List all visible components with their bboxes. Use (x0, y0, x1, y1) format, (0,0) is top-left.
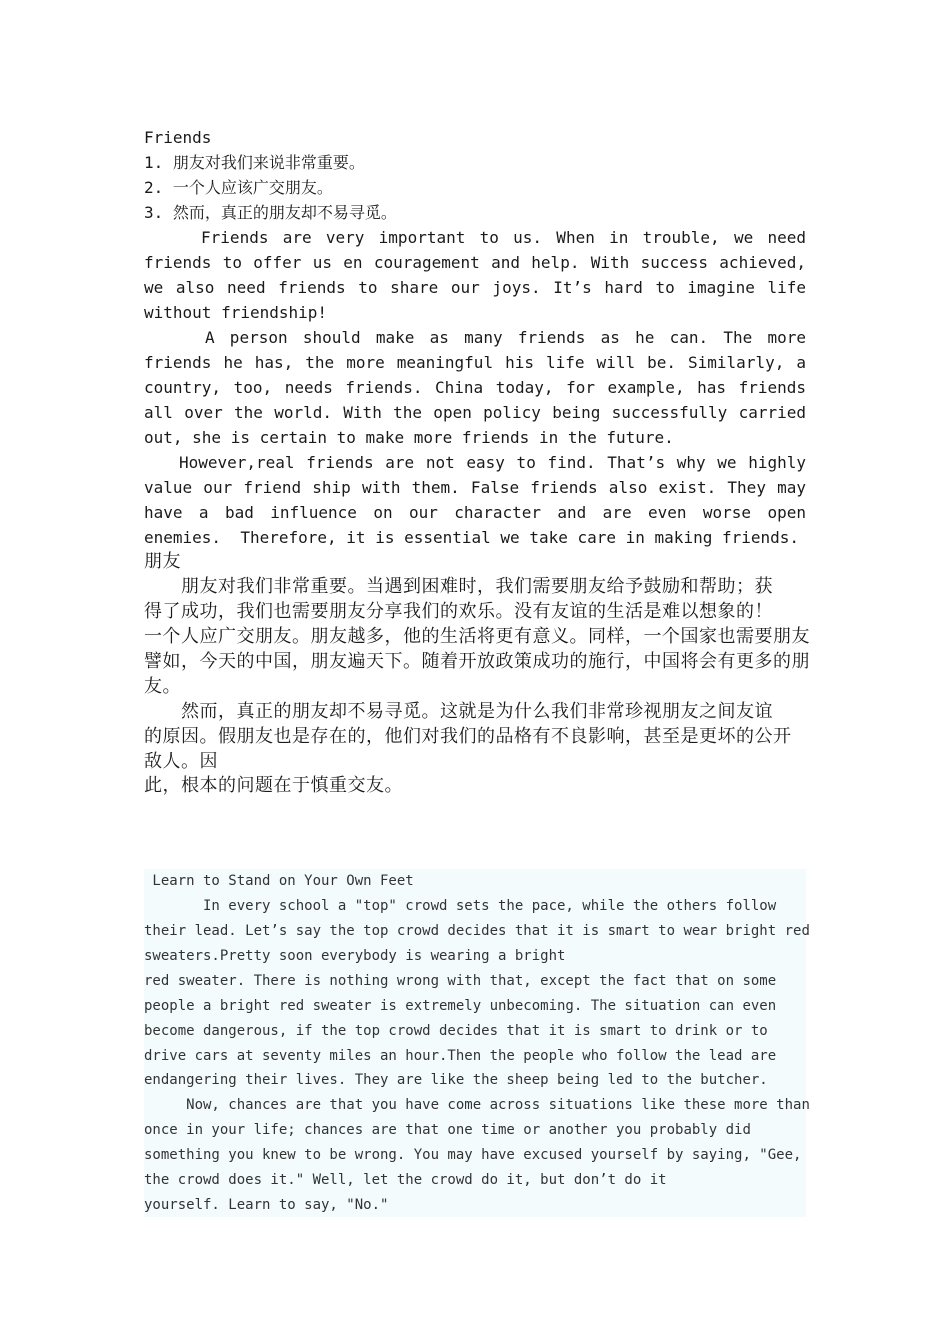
paragraph-3-line: enemies. Therefore, it is essential we take care in making friends. (144, 528, 800, 547)
paragraph-2-line: friends he has, the more meaningful his life will be. Similarly, a (144, 353, 806, 372)
article-title: Learn to Stand on Your Own Feet (144, 873, 414, 889)
chinese-title: 朋友 (144, 551, 181, 572)
article-paragraph-1-line: endangering their lives. They are like the sheep being led to the butcher. (144, 1072, 768, 1088)
chinese-paragraph-1-line: 得了成功，我们也需要朋友分享我们的欢乐。没有友谊的生活是难以想象的！ (144, 601, 773, 622)
paragraph-2-line: A person should make as many friends as he can. The more (144, 328, 806, 347)
article-paragraph-1-line: become dangerous, if the top crowd decides that it is smart to drink or to (144, 1023, 768, 1039)
chinese-paragraph-1-line: 友。 (144, 676, 181, 697)
article-paragraph-1-line: red sweater. There is nothing wrong with that, except the fact that on some (144, 973, 777, 989)
paragraph-1-line: Friends are very important to us. When in trouble, we need (144, 228, 806, 247)
paragraph-2-line: country, too, needs friends. China today, for example, has friends (144, 378, 806, 397)
paragraph-2-line: out, she is certain to make more friends in the future. (144, 428, 674, 447)
article-paragraph-1-line: sweaters.Pretty soon everybody is wearing a bright (144, 948, 566, 964)
article-paragraph-1-line: their lead. Let’s say the top crowd decides that it is smart to wear bright red (144, 923, 810, 939)
paragraph-3-line: have a bad influence on our character and are even worse open (144, 503, 806, 522)
article-paragraph-2-line: once in your life; chances are that one time or another you probably did (144, 1122, 751, 1138)
outline-item-3: 3. 然而，真正的朋友却不易寻觅。 (144, 203, 397, 222)
chinese-paragraph-2-line: 此，根本的问题在于慎重交友。 (144, 775, 403, 796)
chinese-paragraph-1-line: 朋友对我们非常重要。当遇到困难时，我们需要朋友给予鼓励和帮助；获 (144, 576, 773, 597)
chinese-paragraph-1-line: 譬如，今天的中国，朋友遍天下。随着开放政策成功的施行，中国将会有更多的朋 (144, 651, 810, 672)
article-paragraph-2-line: Now, chances are that you have come across situations like these more than (144, 1097, 810, 1113)
article-paragraph-1-line: people a bright red sweater is extremely unbecoming. The situation can even (144, 998, 777, 1014)
chinese-paragraph-1-line: 一个人应广交朋友。朋友越多，他的生活将更有意义。同样，一个国家也需要朋友 (144, 626, 810, 647)
paragraph-2-line: all over the world. With the open policy being successfully carried (144, 403, 806, 422)
paragraph-3-line: However,real friends are not easy to find. That’s why we highly (144, 453, 806, 472)
chinese-paragraph-2-line: 敌人。因 (144, 751, 218, 772)
article-paragraph-2-line: yourself. Learn to say, "No." (144, 1197, 389, 1213)
essay-title: Friends (144, 128, 212, 147)
article-paragraph-1-line: drive cars at seventy miles an hour.Then the people who follow the lead are (144, 1048, 777, 1064)
outline-item-2: 2. 一个人应该广交朋友。 (144, 178, 333, 197)
article-paragraph-2-line: the crowd does it." Well, let the crowd do it, but don’t do it (144, 1172, 667, 1188)
outline-item-1: 1. 朋友对我们来说非常重要。 (144, 153, 365, 172)
article-paragraph-2-line: something you knew to be wrong. You may have excused yourself by saying, "Gee, (144, 1147, 802, 1163)
paragraph-1-line: without friendship! (144, 303, 328, 322)
paragraph-1-line: friends to offer us en couragement and help. With success achieved, (144, 253, 806, 272)
chinese-paragraph-2-line: 的原因。假朋友也是存在的，他们对我们的品格有不良影响，甚至是更坏的公开 (144, 726, 792, 747)
paragraph-1-line: we also need friends to share our joys. It’s hard to imagine life (144, 278, 806, 297)
article-paragraph-1-line: In every school a "top" crowd sets the pace, while the others follow (144, 898, 777, 914)
paragraph-3-line: value our friend ship with them. False friends also exist. They may (144, 478, 806, 497)
chinese-paragraph-2-line: 然而，真正的朋友却不易寻觅。这就是为什么我们非常珍视朋友之间友谊 (144, 701, 773, 722)
